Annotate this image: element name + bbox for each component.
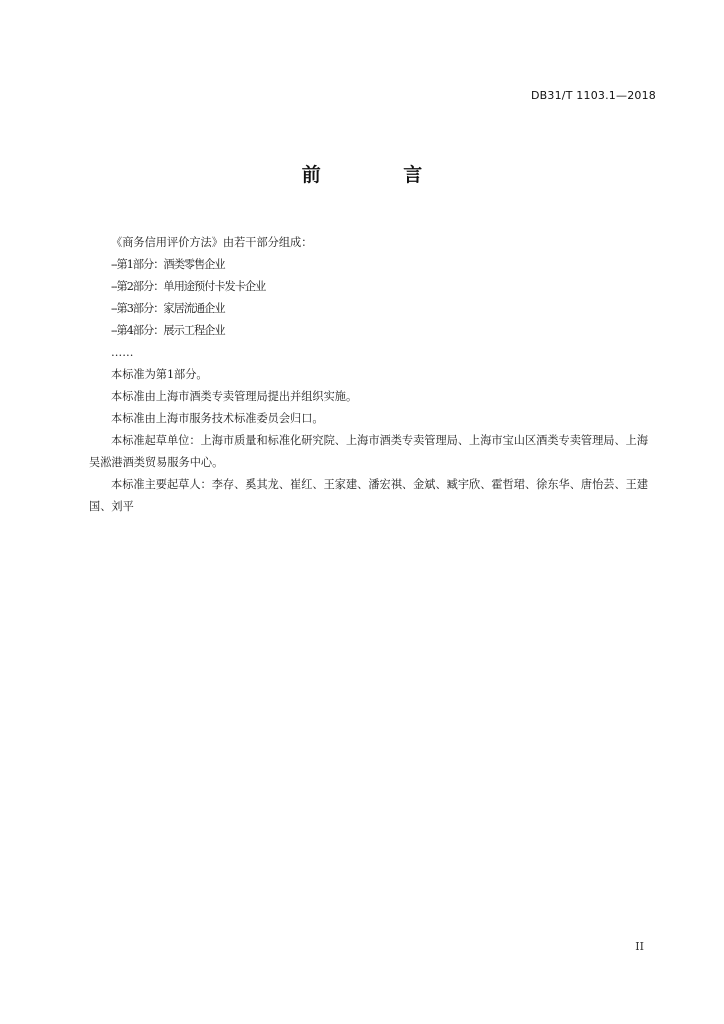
page-number: II: [635, 940, 644, 953]
proposer-paragraph: 本标准由上海市酒类专卖管理局提出并组织实施。: [111, 390, 358, 403]
part-list-item-1: --第1部分：酒类零售企业: [111, 258, 225, 271]
drafters-paragraph: 本标准主要起草人：李存、奚其龙、崔红、王家建、潘宏祺、金斌、臧宇欣、霍哲珺、徐东华、唐怡芸、王建国、刘平: [89, 478, 649, 513]
intro-paragraph: 《商务信用评价方法》由若干部分组成：: [111, 236, 313, 249]
centralizer-paragraph: 本标准由上海市服务技术标准委员会归口。: [111, 412, 324, 425]
page-title: 前 言: [301, 164, 461, 186]
part-list-item-2: --第2部分：单用途预付卡发卡企业: [111, 280, 266, 293]
drafting-units-paragraph: 本标准起草单位：上海市质量和标准化研究院、上海市酒类专卖管理局、上海市宝山区酒类专卖管理局、上海吴淞港酒类贸易服务中心。: [89, 434, 649, 469]
part-list-item-3: --第3部分：家居流通企业: [111, 302, 225, 315]
ellipsis: ……: [111, 346, 134, 359]
scope-paragraph: 本标准为第1部分。: [111, 368, 208, 381]
standard-code: DB31/T 1103.1—2018: [530, 89, 656, 102]
part-list-item-4: --第4部分：展示工程企业: [111, 324, 225, 337]
document-body: [89, 232, 649, 518]
